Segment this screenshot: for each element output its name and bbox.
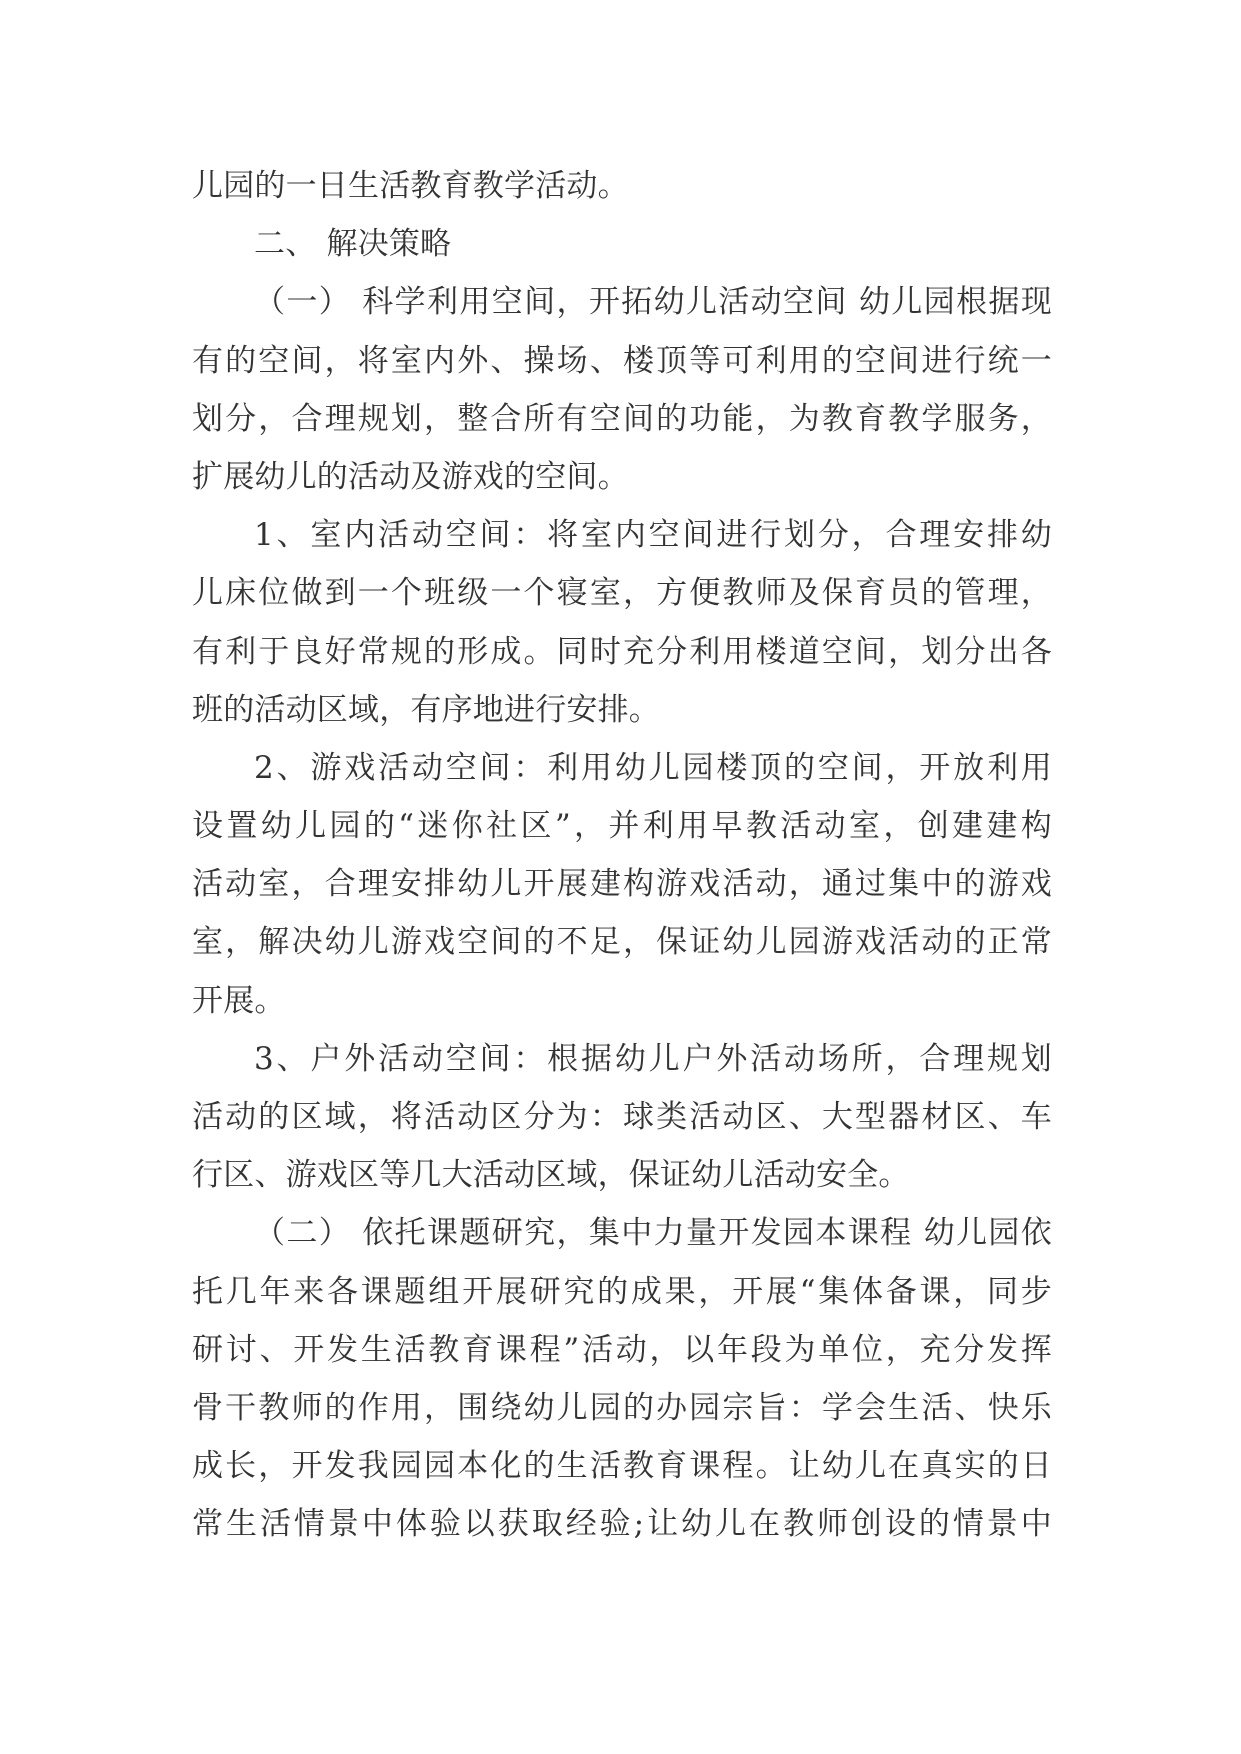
text-line: 儿园的一日生活教育教学活动。 [192,168,629,204]
text-line: 常生活情景中体验以获取经验;让幼儿在教师创设的情景中 [192,1506,1052,1543]
text-line: 室，解决幼儿游戏空间的不足，保证幼儿园游戏活动的正常 [192,924,1052,961]
text-line: 有利于良好常规的形成。同时充分利用楼道空间，划分出各 [192,633,1052,670]
text-line: 研讨、开发生活教育课程”活动，以年段为单位，充分发挥 [192,1331,1052,1368]
text-line: 1、室内活动空间：将室内空间进行划分，合理安排幼 [254,517,1052,554]
text-line: 设置幼儿园的“迷你社区”，并利用早教活动室，创建建构 [192,808,1052,845]
text-line: 班的活动区域，有序地进行安排。 [192,691,660,728]
text-line: 扩展幼儿的活动及游戏的空间。 [192,458,629,495]
document-body [192,157,1052,1554]
text-line: （一） 科学利用空间，开拓幼儿活动空间 幼儿园根据现 [254,284,1052,321]
text-line: 划分，合理规划，整合所有空间的功能，为教育教学服务， [192,400,1052,437]
text-line: 活动的区域，将活动区分为：球类活动区、大型器材区、车 [192,1099,1052,1135]
text-line: 儿床位做到一个班级一个寝室，方便教师及保育员的管理， [192,575,1052,612]
text-line: 二、 解决策略 [254,226,452,263]
text-line: 开展。 [192,982,286,1019]
text-line: 活动室，合理安排幼儿开展建构游戏活动，通过集中的游戏 [192,866,1052,903]
text-line: 2、游戏活动空间：利用幼儿园楼顶的空间，开放利用 [254,749,1052,786]
text-line: 3、户外活动空间：根据幼儿户外活动场所，合理规划 [254,1040,1052,1077]
text-line: 骨干教师的作用，围绕幼儿园的办园宗旨：学会生活、快乐 [192,1389,1052,1426]
text-line: 成长，开发我园园本化的生活教育课程。让幼儿在真实的日 [192,1448,1052,1485]
text-line: 托几年来各课题组开展研究的成果，开展“集体备课，同步 [192,1273,1052,1310]
text-line: 行区、游戏区等几大活动区域，保证幼儿活动安全。 [192,1157,910,1194]
text-line: （二） 依托课题研究，集中力量开发园本课程 幼儿园依 [254,1215,1052,1252]
text-line: 有的空间，将室内外、操场、楼顶等可利用的空间进行统一 [192,342,1052,379]
